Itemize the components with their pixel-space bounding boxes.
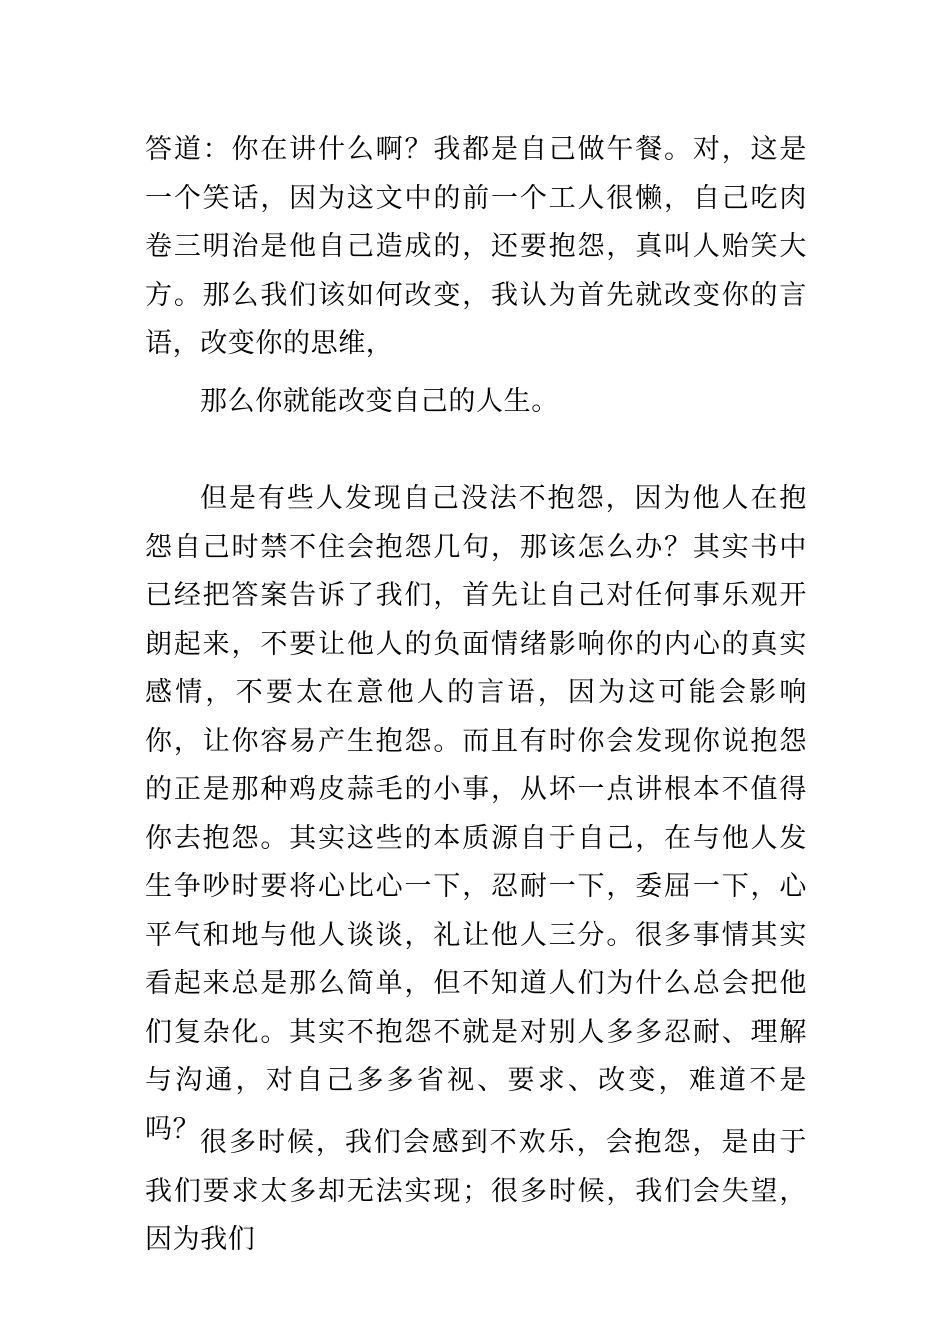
paragraph-short: 那么你就能改变自己的人生。 xyxy=(200,386,559,417)
paragraph-final: 很多时候，我们会感到不欢乐，会抱怨，是由于我们要求太多却无法实现；很多时候，我们会失望，因为我们 xyxy=(145,1127,807,1255)
paragraph-continuation: 答道：你在讲什么啊？我都是自己做午餐。对，这是一个笑话，因为这文中的前一个工人很懒，自己吃肉卷三明治是他自己造成的，还要抱怨，真叫人贻笑大方。那么我们该如何改变，我认为首先就改变你的言语，改变你的思维， xyxy=(145,134,807,359)
paragraph-main: 但是有些人发现自己没法不抱怨，因为他人在抱怨自己时禁不住会抱怨几句，那该怎么办？其实书中已经把答案告诉了我们，首先让自己对任何事乐观开朗起来，不要让他人的负面情绪影响你的内心的真实感情，不要太在意他人的言语，因为这可能会影响你，让你容易产生抱怨。而且有时你会发现你说抱怨的正是那种鸡皮蒜毛的小事，从坏一点讲根本不值得你去抱怨。其实这些的本质源自于自己，在与他人发生争吵时要将心比心一下，忍耐一下，委屈一下，心平气和地与他人谈谈，礼让他人三分。很多事情其实看起来总是那么简单，但不知道人们为什么总会把他们复杂化。其实不抱怨不就是对别人多多忍耐、理解与沟通，对自己多多省视、要求、改变，难道不是吗？ xyxy=(145,483,807,1145)
